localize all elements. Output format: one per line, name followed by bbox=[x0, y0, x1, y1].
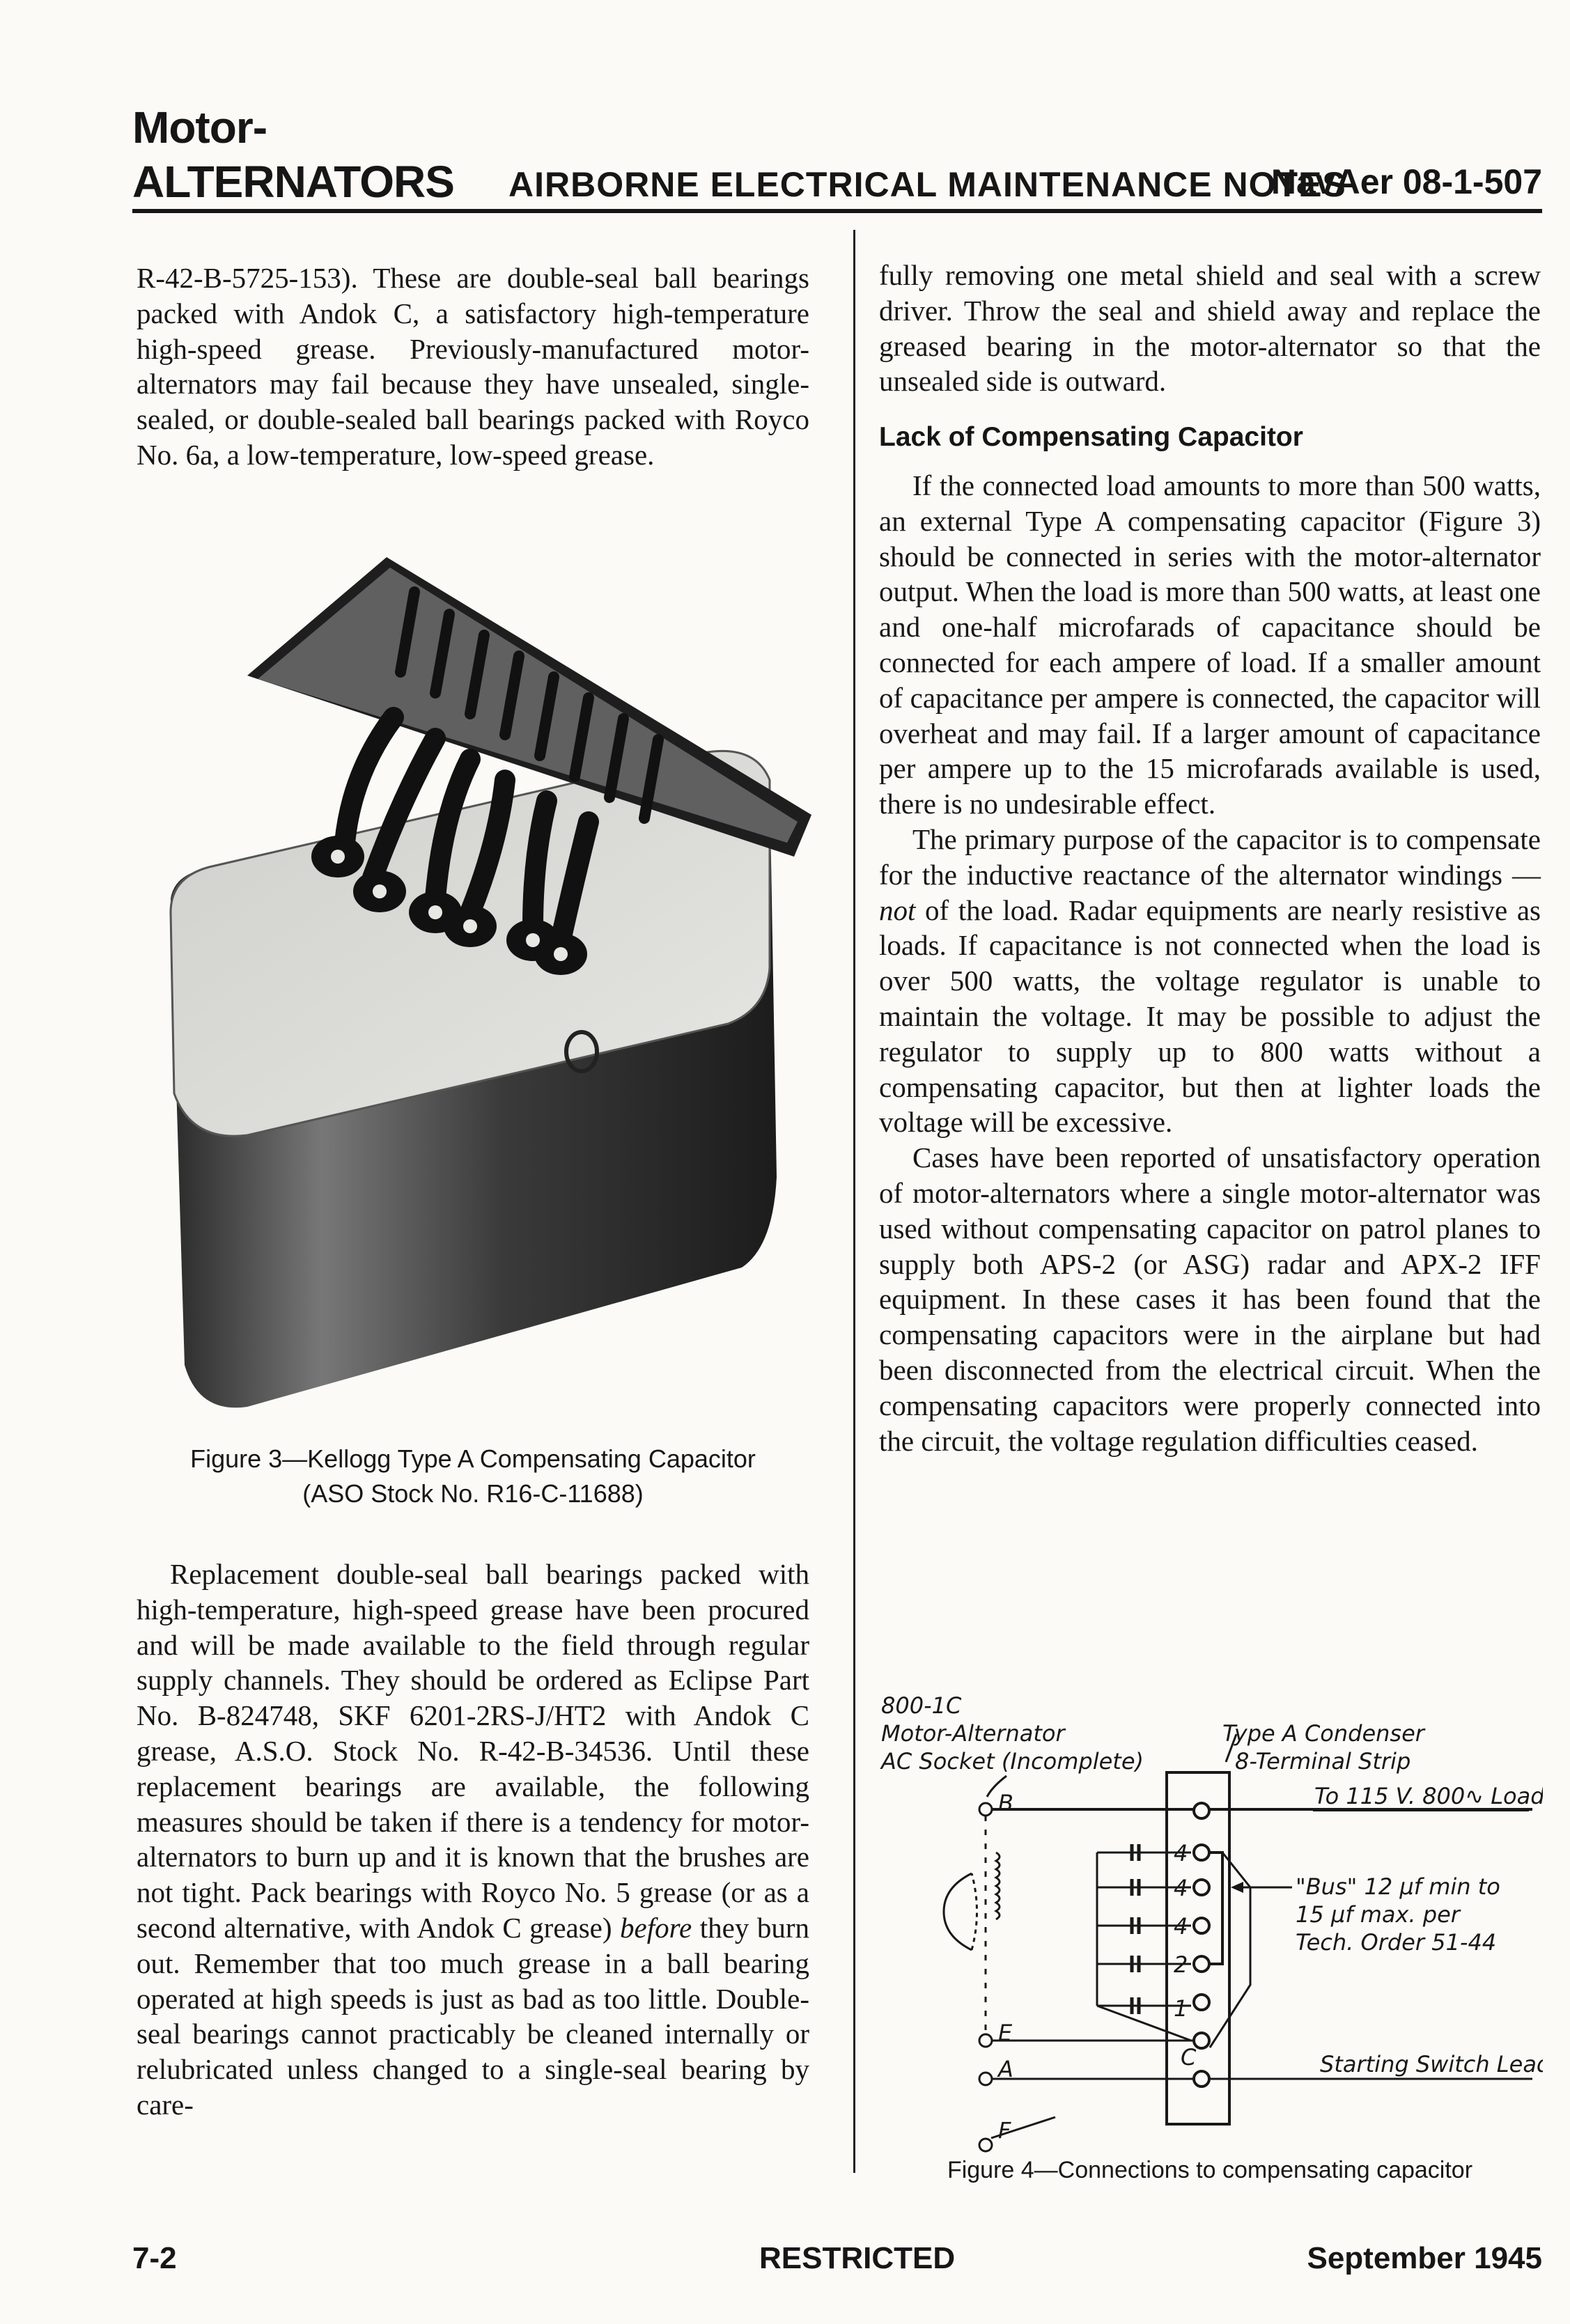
page-number: 7-2 bbox=[132, 2241, 177, 2275]
terminal-c-label: C bbox=[1181, 2044, 1197, 2070]
publication-title: AIRBORNE ELECTRICAL MAINTENANCE NOTES bbox=[508, 165, 1346, 204]
bus-label-3: Tech. Order 51-44 bbox=[1296, 1929, 1497, 1956]
pin-e-label: E bbox=[998, 2020, 1013, 2046]
publication-date: September 1945 bbox=[1307, 2241, 1542, 2275]
paragraph-load-over-500w: If the connected load amounts to more than 500 watts, an external Type A compensating capacitor (Figure 3) should be connected in series with the motor-alternator output. When the load is more than 500 watts, at least one and one-half microfarads of capacitance should be connected for each ampere of load. If a smaller amount of capacitance per ampere is connected, the capacitor will overheat and may fail. If a larger amount of capacitance per ampere up to the 15 microfarads available is used, there is no undesirable effect. bbox=[879, 469, 1541, 820]
starting-switch-label: Starting Switch Lead bbox=[1320, 2051, 1543, 2077]
paragraph-replacement-bearings bbox=[137, 1557, 809, 2123]
condenser-label-2: 8-Terminal Strip bbox=[1235, 1748, 1411, 1775]
bus-label-2: 15 μf max. per bbox=[1296, 1901, 1460, 1928]
socket-label-3: AC Socket (Incomplete) bbox=[881, 1748, 1144, 1775]
left-column-top bbox=[137, 260, 809, 473]
capacitor-photo-illustration bbox=[143, 550, 818, 1435]
pin-f-label: F bbox=[998, 2117, 1011, 2144]
pin-a-label: A bbox=[998, 2056, 1013, 2082]
emphasis-text: before bbox=[620, 1911, 692, 1944]
classification-marking: RESTRICTED bbox=[759, 2241, 956, 2275]
cap-value-3: 4 bbox=[1174, 1913, 1188, 1940]
figure-4-wiring-diagram bbox=[874, 1685, 1543, 2159]
section-heading-compensating-capacitor: Lack of Compensating Capacitor bbox=[879, 422, 1303, 453]
cap-value-4: 2 bbox=[1174, 1951, 1188, 1978]
paragraph-primary-purpose bbox=[879, 822, 1541, 1140]
socket-label-1: 800-1C bbox=[881, 1692, 962, 1719]
text-run: they burn out. Remember that too much grease in a ball bearing operated at high speeds is just as bad as too little. Double-seal bearings cannot practicably be cleaned internally or relubricated unless changed to a single-seal bearing by care- bbox=[137, 1911, 809, 2121]
pin-e bbox=[979, 2034, 992, 2047]
pin-b-label: B bbox=[998, 1790, 1013, 1816]
pin-b bbox=[979, 1803, 992, 1816]
cap-value-2: 4 bbox=[1174, 1875, 1188, 1901]
left-column-bottom bbox=[137, 1557, 809, 2123]
figure-3-caption bbox=[137, 1442, 809, 1511]
paragraph-reported-cases: Cases have been reported of unsatisfactory operation of motor-alternators where a single motor-alternator was used without compensating capacitor on patrol planes to supply both APS-2 (or ASG) radar and APX-2 IFF equipment. In these cases it has been found that the compensating capacitors were in the airplane but had been disconnected from the electrical circuit. When the compensating capacitors were properly connected into the circuit, the voltage regulation difficulties ceased. bbox=[879, 1141, 1541, 1457]
socket-label-2: Motor-Alternator bbox=[881, 1720, 1065, 1747]
text-run: Replacement double-seal ball bearings packed with high-temperature, high-speed grease have been procured and will be made available to the field through regular supply channels. They should be ordered as Eclipse Part No. B-824748, SKF 6201-2RS-J/HT2 with Andok C grease, A.S.O. Stock No. R-42-B-34536. Until these replacement bearings are available, the following measures should be taken if there is a tendency for motor-alternators to burn up and it is known that the brushes are not tight. Pack bearings with Royco No. 5 grease (or as a second alternative, with Andok C grease) bbox=[137, 1558, 809, 1944]
header-rule bbox=[132, 209, 1542, 213]
paragraph-seal-removal: fully removing one metal shield and seal with a screw driver. Throw the seal and shield away and replace the greased bearing in the motor-alternator so that the unsealed side is outward. bbox=[879, 259, 1541, 398]
cap-value-5: 1 bbox=[1174, 1995, 1188, 2022]
emphasis-text: not bbox=[879, 894, 916, 926]
right-column bbox=[879, 258, 1541, 1458]
document-reference: NavAer 08-1-507 bbox=[1270, 162, 1542, 201]
bus-label-1: "Bus" 12 μf min to bbox=[1296, 1873, 1500, 1900]
figure-3-capacitor-photo bbox=[143, 550, 818, 1435]
section-tab-line2: ALTERNATORS bbox=[132, 157, 454, 207]
paragraph-bearings-continued: R-42-B-5725-153). These are double-seal ball bearings packed with Andok C, a satisfactory high-temperature high-speed grease. Previously-manufactured motor-alternators may fail because they have unsealed, single-sealed, or double-sealed ball bearings packed with Royco No. 6a, a low-temperature, low-speed grease. bbox=[137, 262, 809, 471]
load-label: To 115 V. 800∿ Load bbox=[1314, 1783, 1543, 1809]
condenser-label-1: Type A Condenser bbox=[1222, 1720, 1424, 1747]
cap-value-1: 4 bbox=[1174, 1840, 1188, 1866]
text-run: The primary purpose of the capacitor is to compensate for the inductive reactance of the alternator windings — bbox=[879, 822, 1541, 891]
pin-a bbox=[979, 2073, 992, 2085]
section-tab-line1: Motor- bbox=[132, 102, 267, 153]
figure-3-caption-line1: Figure 3—Kellogg Type A Compensating Capacitor bbox=[190, 1444, 756, 1473]
figure-3-caption-line2: (ASO Stock No. R16-C-11688) bbox=[302, 1479, 644, 1508]
wiring-diagram-svg bbox=[874, 1685, 1543, 2159]
pin-f bbox=[979, 2139, 992, 2151]
text-run: of the load. Radar equipments are nearly resistive as loads. If capacitance is not connected when the load is over 500 watts, the voltage regulator is unable to maintain the voltage. It may be possible to adjust the regulator to supply up to 800 watts without a compensating capacitor, but then at lighter loads the voltage will be excessive. bbox=[879, 894, 1541, 1139]
figure-4-caption: Figure 4—Connections to compensating capacitor bbox=[947, 2157, 1473, 2183]
bus-bar bbox=[1210, 1853, 1222, 1964]
column-divider bbox=[853, 230, 855, 2173]
